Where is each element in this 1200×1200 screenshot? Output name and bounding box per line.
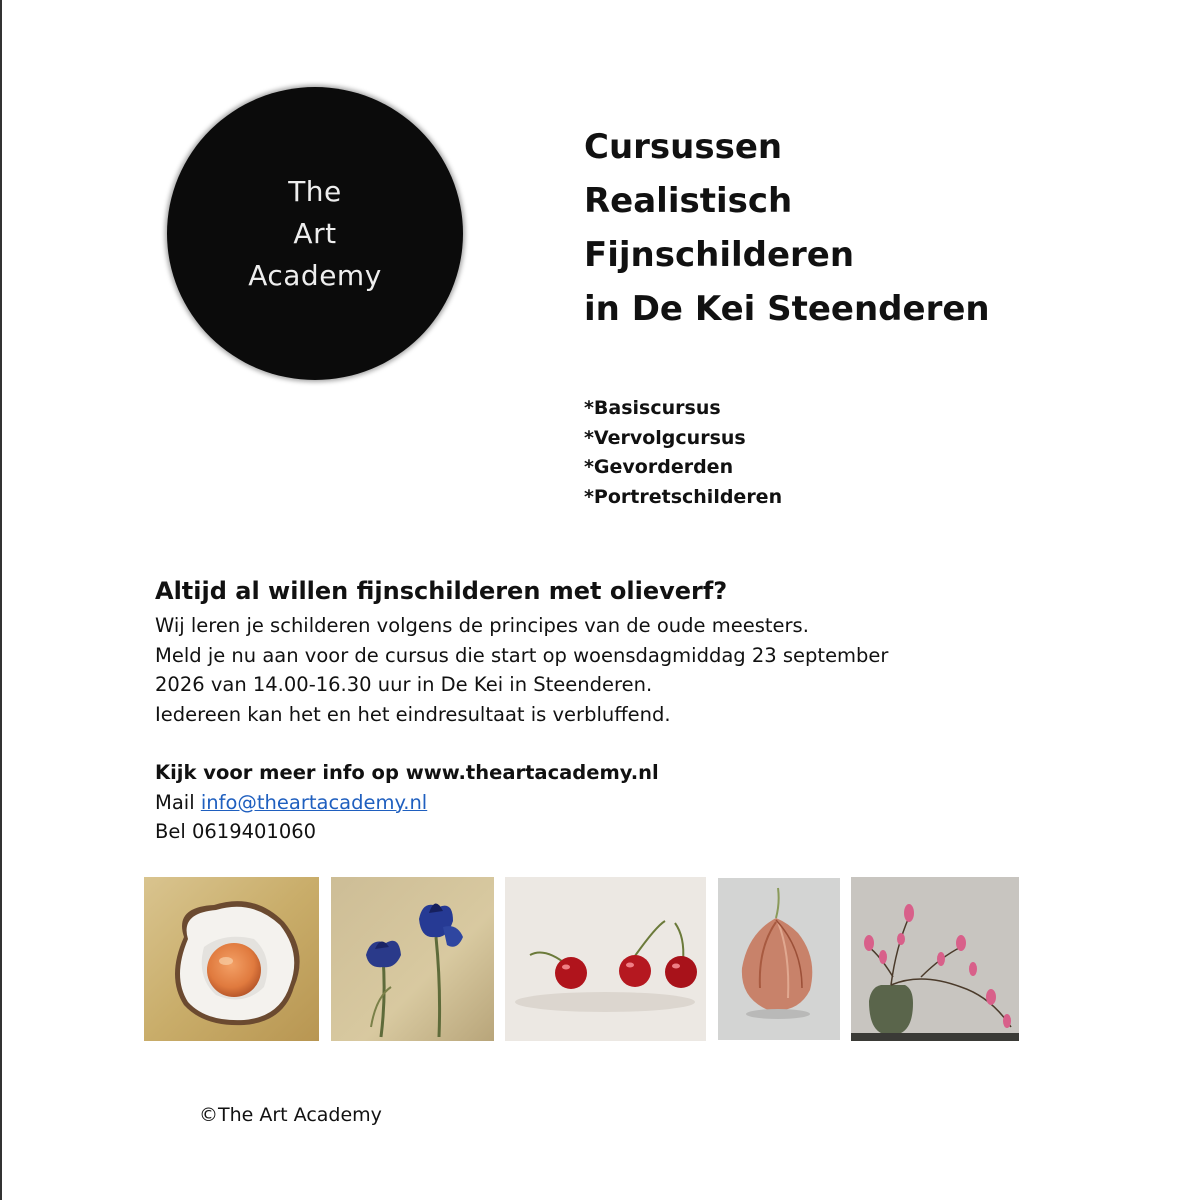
website-info: Kijk voor meer info op www.theartacademy.nl [155, 761, 659, 784]
mail-link[interactable]: info@theartacademy.nl [200, 790, 428, 814]
headline: Altijd al willen fijnschilderen met olieverf? [155, 577, 728, 605]
title-line: Fijnschilderen [584, 235, 855, 275]
title-line: Realistisch [584, 181, 793, 221]
iris-painting [331, 877, 494, 1041]
mail-line [155, 788, 955, 818]
onion-painting [718, 878, 840, 1040]
course-item-gevorderden: *Gevorderden [584, 456, 734, 478]
page-border [0, 0, 2, 1200]
intro-line: 2026 van 14.00-16.30 uur in De Kei in Steenderen. [155, 673, 653, 696]
contact-block [155, 758, 955, 847]
logo-text-line: The [288, 174, 342, 208]
logo-text-line: Academy [248, 258, 382, 292]
course-item-portret: *Portretschilderen [584, 485, 783, 508]
course-item-vervolg: *Vervolgcursus [584, 426, 746, 449]
fried-egg-painting [144, 877, 319, 1041]
page-title [584, 120, 1184, 336]
magnolia-painting [851, 877, 1019, 1041]
art-academy-logo [167, 87, 463, 380]
intro-line: Iedereen kan het en het eindresultaat is verbluffend. [155, 702, 671, 726]
title-line: in De Kei Steenderen [584, 289, 990, 329]
title-line: Cursussen [584, 127, 783, 167]
intro-line: Meld je nu aan voor de cursus die start op woensdagmiddag 23 september [155, 643, 889, 667]
phone-line: Bel 0619401060 [155, 820, 317, 843]
logo-text-line: Art [293, 216, 337, 250]
cherries-painting [505, 877, 706, 1041]
intro-paragraph [155, 611, 955, 729]
course-list [584, 394, 782, 512]
course-item-basis: *Basiscursus [584, 397, 721, 419]
intro-line: Wij leren je schilderen volgens de principes van de oude meesters. [155, 614, 809, 637]
copyright-notice: ©The Art Academy [199, 1104, 382, 1126]
mail-label: Mail [155, 790, 201, 814]
